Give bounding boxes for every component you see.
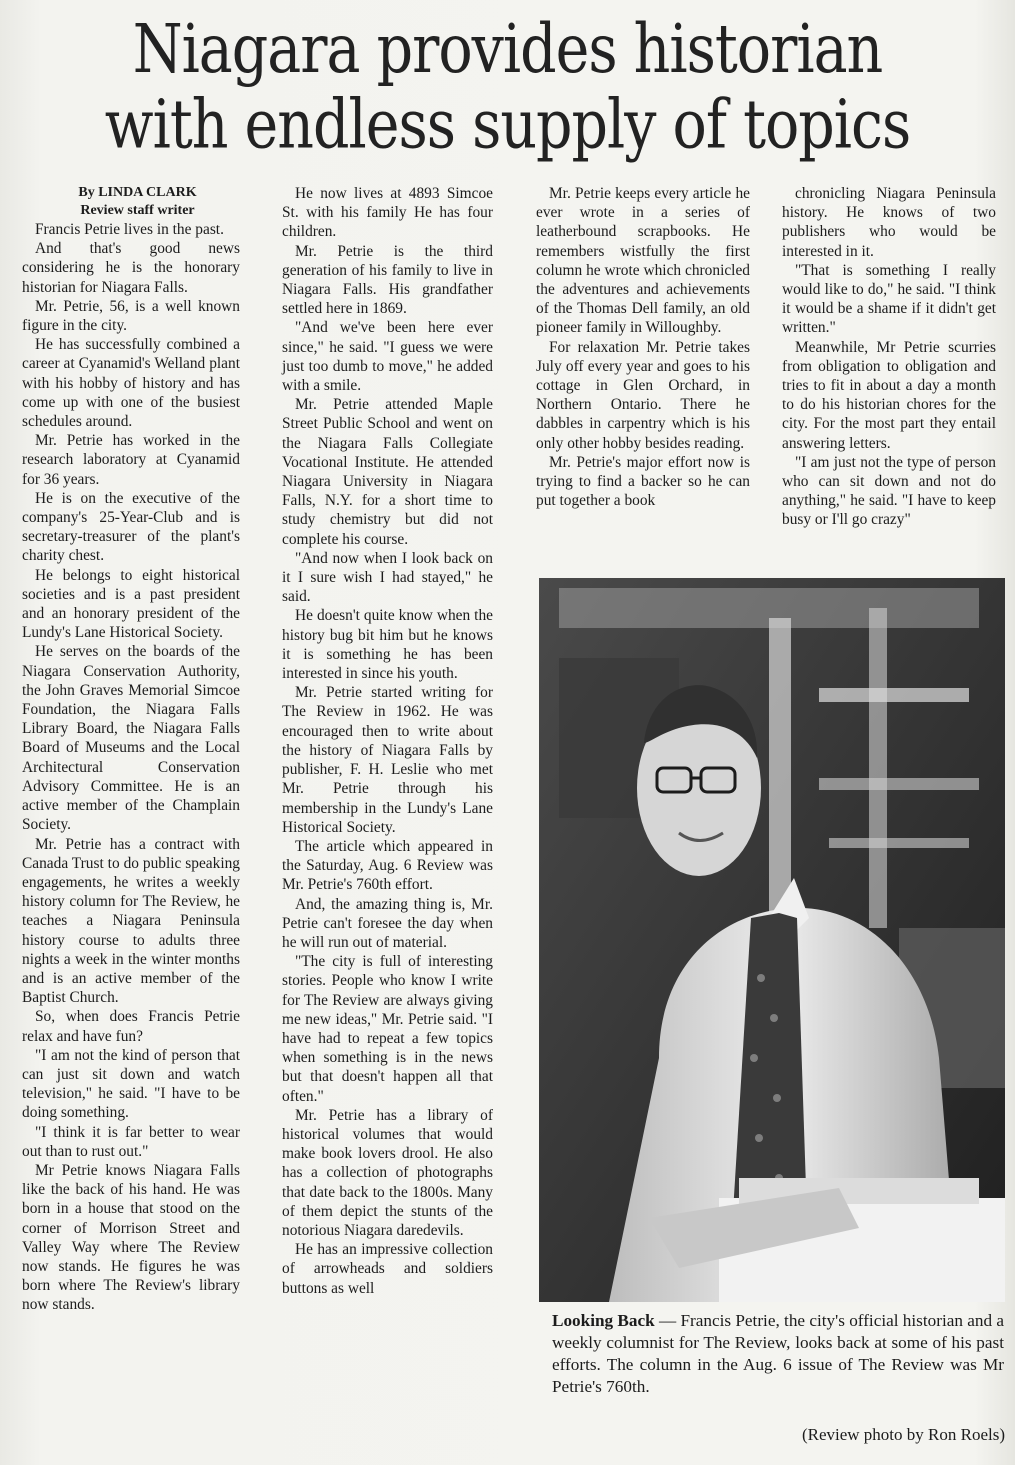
article-column-2 xyxy=(282,184,493,1298)
paragraph: Mr. Petrie is the third generation of his family to live in Niagara Falls. His grandfather settled here in 1869. xyxy=(282,242,493,318)
paragraph: For relaxation Mr. Petrie takes July off every year and goes to his cottage in Glen Orchard, in Northern Ontario. There he dabbles in carpentry which is his only other hobby besides reading. xyxy=(536,338,750,452)
paragraph: Mr. Petrie has worked in the research laboratory at Cyanamid for 36 years. xyxy=(22,432,240,488)
paragraph: "I think it is far better to wear out than to rust out." xyxy=(22,1123,240,1160)
paragraph: Mr. Petrie has a contract with Canada Trust to do public speaking engagements, he writes a weekly history column for The Review, he teaches a Niagara Peninsula history course to adults three nights a week in the winter months and is an active member of the Baptist Church. xyxy=(22,835,240,1007)
photo-caption xyxy=(552,1310,1004,1398)
paragraph: Mr. Petrie's major effort now is trying to find a backer so he can put together a book xyxy=(536,453,750,510)
paragraph: He has successfully combined a career at Cyanamid's Welland plant with his hobby of history and has come up with one of the busiest schedules around. xyxy=(22,336,240,431)
paragraph: He has an impressive collection of arrowheads and soldiers buttons as well xyxy=(282,1241,493,1297)
paragraph: "I am just not the type of person who can sit down and not do anything," he said. "I have to keep busy or I'll go crazy" xyxy=(782,453,996,529)
paragraph: Mr. Petrie has a library of historical volumes that would make book lovers drool. He also has a collection of photographs that date back to the 1800s. Many of them depict the stunts of the notorious Niagara daredevils. xyxy=(282,1106,493,1239)
article-column-1 xyxy=(22,184,240,1315)
paragraph: So, when does Francis Petrie relax and have fun? xyxy=(22,1008,240,1045)
paragraph: Mr. Petrie started writing for The Review in 1962. He was encouraged then to write about the history of Niagara Falls by publisher, F. H. Leslie who met Mr. Petrie through his membership in the Lundy's Lane Historical Society. xyxy=(282,684,493,836)
photo-illustration xyxy=(539,578,1005,1302)
headline-line-2: with endless supply of topics xyxy=(104,86,911,165)
paragraph: He doesn't quite know when the history bug bit him but he knows it is something he has been interested in since his youth. xyxy=(282,607,493,683)
caption-text: — Francis Petrie, the city's official historian and a weekly columnist for The Review, looks back at some of his past efforts. The column in the Aug. 6 issue of The Review was Mr Petrie's 760th. xyxy=(552,1311,1004,1396)
paragraph: Mr. Petrie, 56, is a well known figure in the city. xyxy=(22,297,240,335)
paragraph: chronicling Niagara Peninsula history. He knows of two publishers who would be interested in it. xyxy=(782,185,996,260)
paragraph: He is on the executive of the company's 25-Year-Club and is secretary-treasurer of the plant's charity chest. xyxy=(22,489,240,565)
headline xyxy=(40,12,975,163)
paragraph: Mr. Petrie keeps every article he ever wrote in a series of leatherbound scrapbooks. He remembers wistfully the first column he wrote which chronicled the adventures and achievements of the Thomas Dell family, an old pioneer family in Willoughby. xyxy=(536,185,750,337)
paragraph: "And now when I look back on it I sure wish I had stayed," he said. xyxy=(282,549,493,606)
paragraph: "And we've been here ever since," he said. "I guess we were just too dumb to move," he added with a smile. xyxy=(282,319,493,395)
paragraph: "That is something I really would like to do," he said. "I think it would be a shame if it didn't get written." xyxy=(782,261,996,337)
portrait-photo xyxy=(539,578,1005,1302)
article-column-3 xyxy=(536,184,750,510)
paragraph: He now lives at 4893 Simcoe St. with his family He has four children. xyxy=(282,185,493,241)
caption-lead: Looking Back xyxy=(552,1311,655,1330)
byline-role: Review staff writer xyxy=(80,203,195,218)
paragraph: Meanwhile, Mr Petrie scurries from obligation to obligation and tries to fit in about a day a month to do his historian chores for the city. For the most part they entail answering letters. xyxy=(782,338,996,452)
paragraph: And that's good news considering he is the honorary historian for Niagara Falls. xyxy=(22,240,240,296)
paragraph: He serves on the boards of the Niagara Conservation Authority, the John Graves Memorial Simcoe Foundation, the Niagara Falls Library Board, the Niagara Falls Board of Museums and the Local Architectural Conservation Advisory Committee. He is an active member of the Champlain Society. xyxy=(22,643,240,834)
paragraph: "The city is full of interesting stories. People who know I write for The Review are always giving me new ideas," Mr. Petrie said. "I have had to repeat a few topics when something is in the news but that doesn't happen all that often." xyxy=(282,953,493,1105)
byline-author: By LINDA CLARK xyxy=(78,185,197,200)
paragraph: Francis Petrie lives in the past. xyxy=(35,221,224,238)
paragraph: "I am not the kind of person that can just sit down and watch television," he said. "I have to be doing something. xyxy=(22,1046,240,1122)
paragraph: The article which appeared in the Saturday, Aug. 6 Review was Mr. Petrie's 760th effort. xyxy=(282,837,493,894)
paragraph: Mr. Petrie attended Maple Street Public School and went on the Niagara Falls Collegiate Vocational Institute. He attended Niagara University in Niagara Falls, N.Y. for a short time to study chemistry but did not complete his course. xyxy=(282,396,493,548)
paragraph: He belongs to eight historical societies and is a past president and an honorary president of the Lundy's Lane Historical Society. xyxy=(22,566,240,642)
headline-line-1: Niagara provides historian xyxy=(132,10,883,89)
article-column-4 xyxy=(782,184,996,530)
photo-credit: (Review photo by Ron Roels) xyxy=(801,1425,1005,1444)
paragraph: Mr Petrie knows Niagara Falls like the back of his hand. He was born in a house that stood on the corner of Morrison Street and Valley Way where The Review now stands. He figures he was born where The Review's library now stands. xyxy=(22,1161,240,1314)
paragraph: And, the amazing thing is, Mr. Petrie can't foresee the day when he will run out of material. xyxy=(282,895,493,951)
